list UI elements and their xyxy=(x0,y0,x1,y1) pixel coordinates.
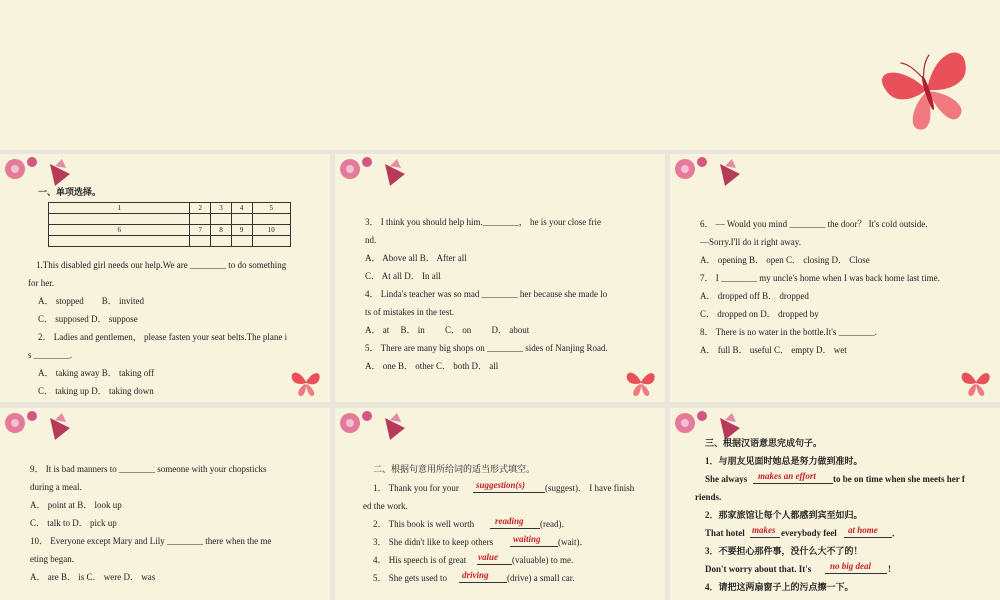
option-text: A． are B． is C． were D． was xyxy=(30,572,156,582)
chinese-prompt: 4．请把这两扇窗子上的污点擦一下。 xyxy=(705,582,854,592)
panel-multiple-choice-2 xyxy=(335,154,665,402)
chinese-prompt: 2．那家旅馆让每个人都感到宾至如归。 xyxy=(705,510,863,520)
sentence-text: riends. xyxy=(695,492,722,502)
question-text: 5． There are many big shops on ________ sides of Nanjing Road. xyxy=(365,343,608,353)
panel-multiple-choice-3 xyxy=(670,154,1000,402)
sentence-text: Don't worry about that. It's xyxy=(705,564,812,574)
option-text: A． dropped off B． dropped xyxy=(700,291,809,301)
question-text: (valuable) to me. xyxy=(512,555,574,565)
panel-multiple-choice-4 xyxy=(0,408,330,600)
chinese-prompt: 1．与朋友见面时她总是努力做到准时。 xyxy=(705,456,863,466)
option-text: A． opening B． open C． closing D． Close xyxy=(700,255,870,265)
question-text: for her. xyxy=(28,278,54,288)
answer-text: at home xyxy=(848,525,878,535)
question-text: (drive) a small car. xyxy=(507,573,575,583)
question-text: s ________. xyxy=(28,350,73,360)
option-text: A． point at B． look up xyxy=(30,500,122,510)
answer-text: makes xyxy=(752,525,776,535)
answer-text: value xyxy=(478,552,498,562)
table-cell: 8 xyxy=(211,225,232,236)
sentence-text: to be on time when she meets her f xyxy=(833,474,965,484)
option-text: A． full B． useful C． empty D． wet xyxy=(700,345,847,355)
question-text: nd. xyxy=(365,235,377,245)
flower-cluster-icon xyxy=(335,408,415,448)
question-text: 4． Linda's teacher was so mad ________ her because she made lo xyxy=(365,289,608,299)
panel-multiple-choice-1 xyxy=(0,154,330,402)
option-text: A． taking away B． taking off xyxy=(38,368,155,378)
table-cell: 3 xyxy=(211,203,232,214)
question-text: 10． Everyone except Mary and Lily ________ there when the me xyxy=(30,536,272,546)
flower-cluster-icon xyxy=(335,154,415,194)
question-text: —Sorry.I'll do it right away. xyxy=(700,237,801,247)
question-text: 1.This disabled girl needs our help.We are ________ to do something xyxy=(36,260,287,270)
table-cell: 9 xyxy=(231,225,252,236)
butterfly-icon xyxy=(958,366,994,400)
option-text: A． one B． other C． both D． all xyxy=(365,361,499,371)
top-banner xyxy=(0,0,1000,150)
answer-table xyxy=(48,202,291,247)
sentence-text: That hotel xyxy=(705,528,745,538)
butterfly-icon xyxy=(288,366,324,400)
question-text: 3． She didn't like to keep others xyxy=(373,537,494,547)
question-text: (read)． xyxy=(540,519,571,529)
question-text: (suggest)． I have finish xyxy=(545,483,635,493)
table-cell: 4 xyxy=(231,203,252,214)
question-text: (wait)． xyxy=(558,537,589,547)
section-heading: 二、根据句意用所给词的适当形式填空。 xyxy=(373,464,536,474)
answer-text: makes an effort xyxy=(758,471,816,481)
flower-cluster-icon xyxy=(0,408,80,448)
question-text: 2． This book is well worth xyxy=(373,519,475,529)
table-cell: 10 xyxy=(252,225,290,236)
section-heading: 三、根据汉语意思完成句子。 xyxy=(705,438,823,448)
panel-fill-in-blanks xyxy=(335,408,665,600)
question-text: 4． His speech is of great xyxy=(373,555,467,565)
butterfly-icon xyxy=(870,38,985,143)
answer-text: suggestion(s) xyxy=(476,480,526,490)
option-text: C． dropped on D． dropped by xyxy=(700,309,819,319)
option-text: C． talk to D． pick up xyxy=(30,518,117,528)
butterfly-icon xyxy=(623,366,659,400)
answer-text: waiting xyxy=(513,534,541,544)
panel-complete-sentences xyxy=(670,408,1000,600)
table-cell: 1 xyxy=(49,203,190,214)
question-text: 9． It is bad manners to ________ someone with your chopsticks xyxy=(30,464,267,474)
question-text: during a meal. xyxy=(30,482,82,492)
table-cell: 7 xyxy=(190,225,211,236)
table-cell: 5 xyxy=(252,203,290,214)
option-text: A． stopped B． invited xyxy=(38,296,144,306)
chinese-prompt: 3．不要担心那件事，没什么大不了的！ xyxy=(705,546,863,556)
question-text: 6． — Would you mind ________ the door？ It's cold outside. xyxy=(700,219,928,229)
sentence-text: everybody feel xyxy=(781,528,837,538)
sentence-text: ! xyxy=(888,564,891,574)
question-text: 3． I think you should help him.________， he is your close frie xyxy=(365,217,601,227)
answer-text: no big deal xyxy=(830,561,872,571)
option-text: C． taking up D． taking down xyxy=(38,386,154,396)
option-text: C． At all D． In all xyxy=(365,271,441,281)
question-text: ts of mistakes in the test. xyxy=(365,307,454,317)
answer-text: driving xyxy=(462,570,489,580)
question-text: 7． I ________ my uncle's home when I was back home last time. xyxy=(700,273,940,283)
question-text: 5． She gets used to xyxy=(373,573,447,583)
sentence-text: She always xyxy=(705,474,748,484)
question-text: ed the work. xyxy=(363,501,408,511)
table-cell: 6 xyxy=(49,225,190,236)
option-text: C． supposed D． suppose xyxy=(38,314,138,324)
question-text: 8． There is no water in the bottle.It's ________. xyxy=(700,327,877,337)
option-text: A． at B． in C． on D． about xyxy=(365,325,530,335)
sentence-text: ． xyxy=(892,528,902,538)
question-text: 2． Ladies and gentlemen， please fasten your seat belts.The plane i xyxy=(38,332,288,342)
section-heading: 一、单项选择。 xyxy=(38,187,102,197)
flower-cluster-icon xyxy=(670,154,750,194)
table-cell: 2 xyxy=(190,203,211,214)
answer-text: reading xyxy=(495,516,524,526)
question-text: eting began. xyxy=(30,554,74,564)
option-text: A． Above all B． After all xyxy=(365,253,467,263)
question-text: 1． Thank you for your xyxy=(373,483,459,493)
